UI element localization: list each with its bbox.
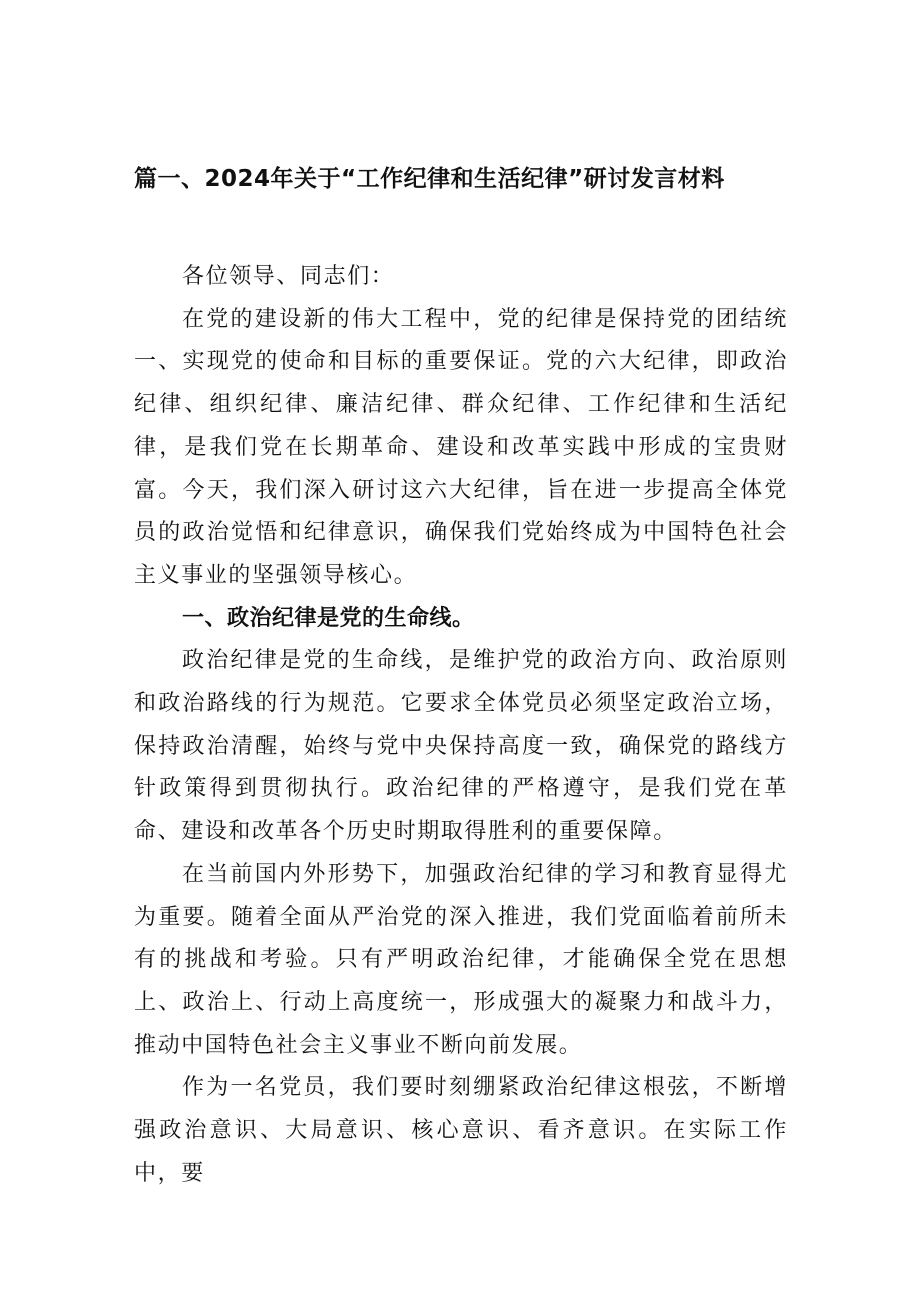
political-discipline-paragraph-1: 政治纪律是党的生命线，是维护党的政治方向、政治原则和政治路线的行为规范。它要求全体党员必须坚定政治立场，保持政治清醒，始终与党中央保持高度一致，确保党的路线方针政策得到贯彻执行。政治纪律的严格遵守，是我们党在革命、建设和改革各个历史时期取得胜利的重要保障。 [134, 648, 788, 845]
document-body [134, 256, 788, 1195]
intro-paragraph: 在党的建设新的伟大工程中，党的纪律是保持党的团结统一、实现党的使命和目标的重要保证。党的六大纪律，即政治纪律、组织纪律、廉洁纪律、群众纪律、工作纪律和生活纪律，是我们党在长期革命、建设和改革实践中形成的宝贵财富。今天，我们深入研讨这六大纪律，旨在进一步提高全体党员的政治觉悟和纪律意识，确保我们党始终成为中国特色社会主义事业的坚强领导核心。 [134, 306, 788, 588]
political-discipline-paragraph-3: 作为一名党员，我们要时刻绷紧政治纪律这根弦，不断增强政治意识、大局意识、核心意识、看齐意识。在实际工作中，要 [134, 1075, 788, 1186]
political-discipline-paragraph-2: 在当前国内外形势下，加强政治纪律的学习和教育显得尤为重要。随着全面从严治党的深入推进，我们党面临着前所未有的挑战和考验。只有严明政治纪律，才能确保全党在思想上、政治上、行动上高度统一，形成强大的凝聚力和战斗力，推动中国特色社会主义事业不断向前发展。 [134, 861, 788, 1058]
section-heading-political-discipline: 一、政治纪律是党的生命线。 [182, 605, 475, 631]
document-title: 篇一、2024年关于“工作纪律和生活纪律”研讨发言材料 [134, 166, 725, 192]
salutation: 各位领导、同志们： [182, 264, 395, 289]
